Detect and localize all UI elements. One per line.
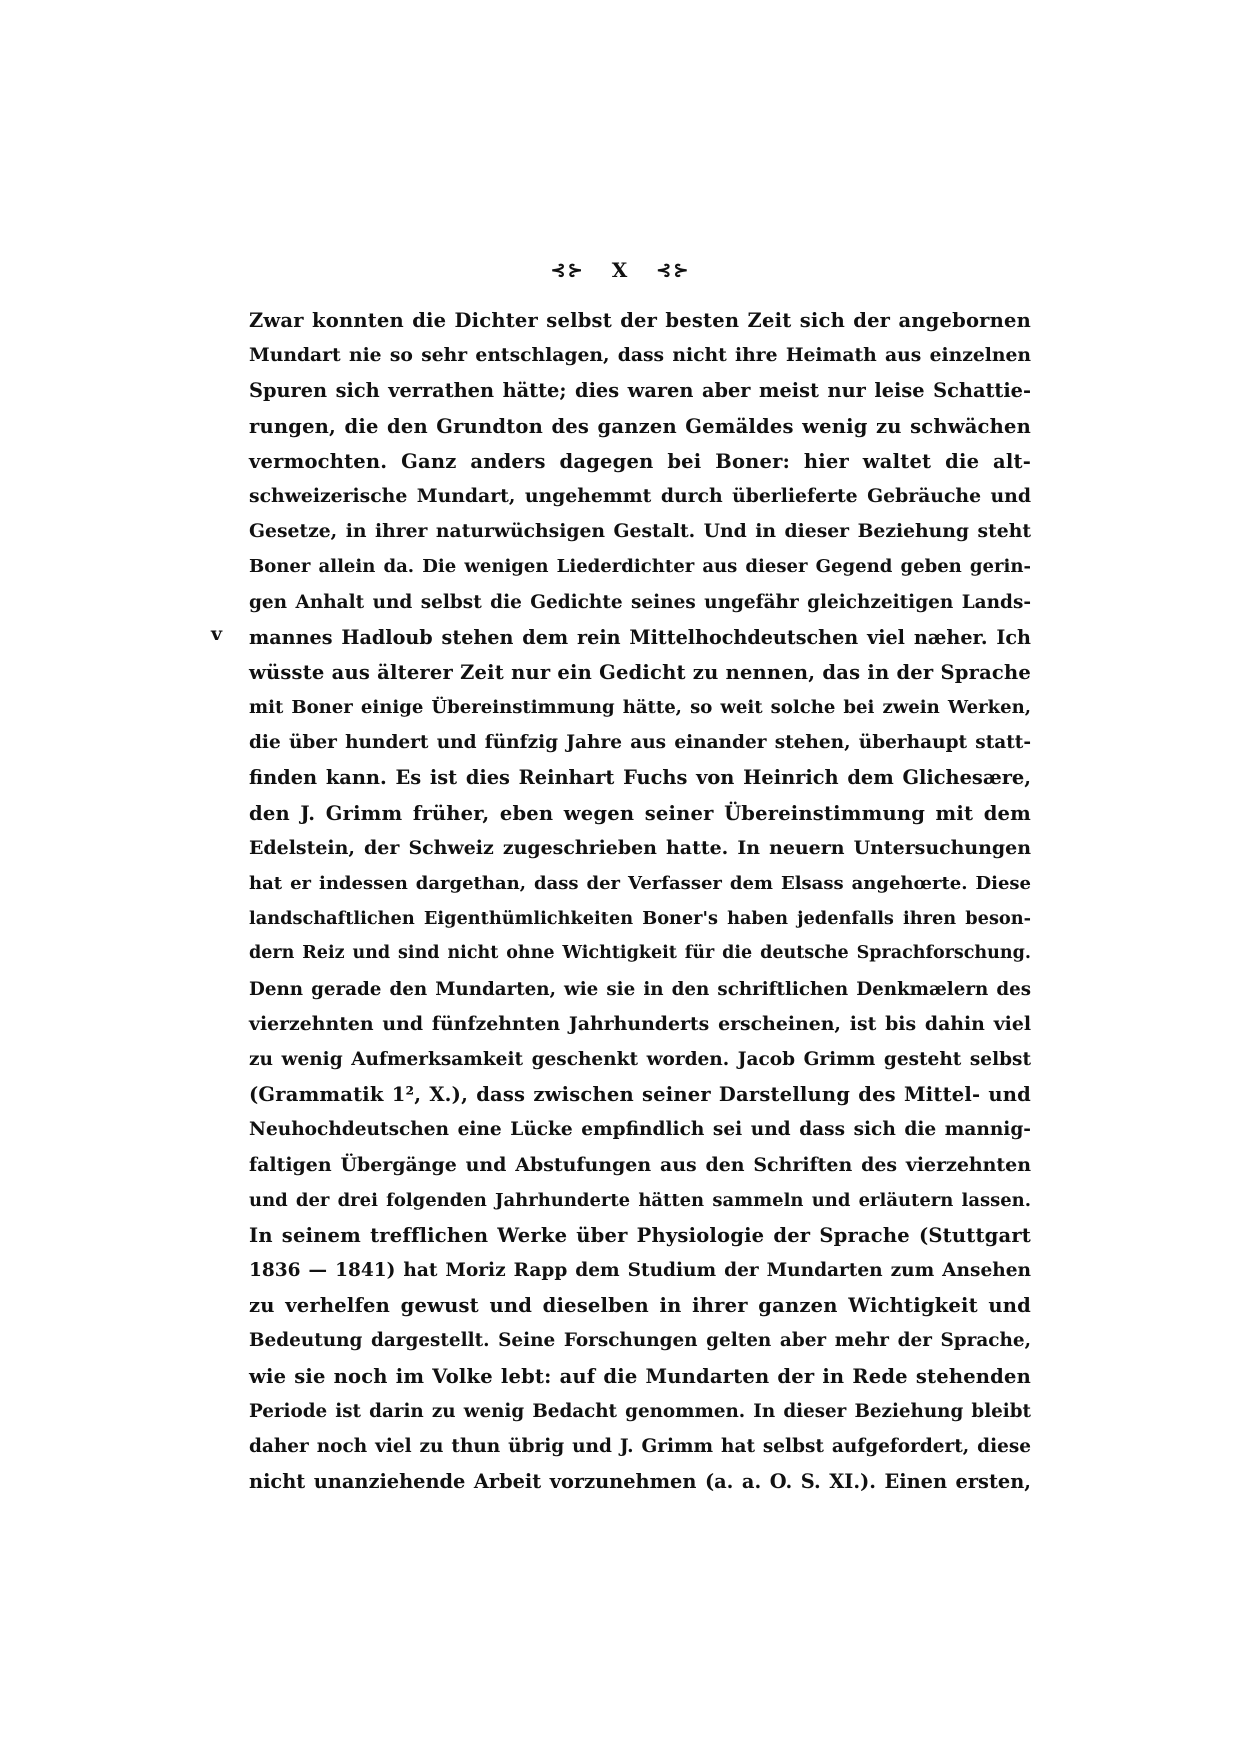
body-text — [249, 303, 1031, 1499]
text-line: finden kann. Es ist dies Reinhart Fuchs von Heinrich dem Glichesære, — [249, 766, 1031, 790]
text-line: mannes Hadloub stehen dem rein Mittelhochdeutschen viel næher. Ich — [249, 625, 1031, 649]
text-line: die über hundert und fünfzig Jahre aus einander stehen, überhaupt statt- — [249, 732, 1031, 754]
text-line: wie sie noch im Volke lebt: auf die Mundarten der in Rede stehenden — [249, 1364, 1031, 1388]
text-line: mit Boner einige Übereinstimmung hätte, so weit solche bei zwein Werken, — [249, 697, 1031, 719]
text-line: Edelstein, der Schweiz zugeschrieben hatte. In neuern Untersuchungen — [249, 836, 1031, 859]
margin-annotation: v — [211, 623, 223, 645]
text-line: zu verhelfen gewust und dieselben in ihrer ganzen Wichtigkeit und — [249, 1294, 1031, 1318]
text-line: Bedeutung dargestellt. Seine Forschungen gelten aber mehr der Sprache, — [249, 1330, 1031, 1352]
text-line: den J. Grimm früher, eben wegen seiner Übereinstimmung mit dem — [249, 801, 1031, 825]
text-line: vierzehnten und fünfzehnten Jahrhunderts erscheinen, ist bis dahin viel — [249, 1012, 1031, 1035]
text-line: daher noch viel zu thun übrig und J. Grimm hat selbst aufgefordert, diese — [249, 1436, 1031, 1457]
text-line: (Grammatik 1², X.), dass zwischen seiner Darstellung des Mittel- und — [249, 1083, 1031, 1107]
text-line: faltigen Übergänge und Abstufungen aus den Schriften des vierzehnten — [249, 1153, 1031, 1176]
text-line: dern Reiz und sind nicht ohne Wichtigkeit für die deutsche Sprachforschung. — [249, 943, 1031, 964]
text-line: Spuren sich verrathen hätte; dies waren aber meist nur leise Schattie- — [249, 379, 1031, 403]
text-line: Mundart nie so sehr entschlagen, dass nicht ihre Heimath aus einzelnen — [249, 344, 1031, 367]
text-line: zu wenig Aufmerksamkeit geschenkt worden. Jacob Grimm gesteht selbst — [249, 1048, 1031, 1070]
text-line: nicht unanziehende Arbeit vorzunehmen (a. a. O. S. XI.). Einen ersten, — [249, 1470, 1031, 1494]
text-line: Denn gerade den Mundarten, wie sie in den schriftlichen Denkmælern des — [249, 978, 1031, 1000]
text-line: vermochten. Ganz anders dagegen bei Boner: hier waltet die alt- — [249, 449, 1031, 473]
text-line: schweizerische Mundart, ungehemmt durch überlieferte Gebräuche und — [249, 484, 1031, 507]
text-line: Neuhochdeutschen eine Lücke empfindlich sei und dass sich die mannig- — [249, 1119, 1031, 1141]
text-line: Boner allein da. Die wenigen Liederdichter aus dieser Gegend geben gerin- — [249, 556, 1031, 578]
text-line: Gesetze, in ihrer naturwüchsigen Gestalt. Und in dieser Beziehung steht — [249, 520, 1031, 543]
text-line: rungen, die den Grundton des ganzen Gemäldes wenig zu schwächen — [249, 414, 1031, 438]
text-line: 1836 — 1841) hat Moriz Rapp dem Studium der Mundarten zum Ansehen — [249, 1260, 1031, 1282]
left-ornament-icon: ⊰⊱ — [550, 260, 585, 281]
text-line: wüsste aus älterer Zeit nur ein Gedicht zu nennen, das in der Sprache — [249, 660, 1031, 684]
text-line: Zwar konnten die Dichter selbst der besten Zeit sich der angebornen — [249, 309, 1031, 332]
page-number: X — [611, 258, 630, 282]
right-ornament-icon: ⊰⊱ — [656, 260, 691, 281]
page-header — [0, 258, 1241, 282]
text-line: gen Anhalt und selbst die Gedichte seines ungefähr gleichzeitigen Lands- — [249, 591, 1031, 613]
text-line: landschaftlichen Eigenthümlichkeiten Boner's haben jedenfalls ihren beson- — [249, 908, 1031, 930]
text-line: hat er indessen dargethan, dass der Verfasser dem Elsass angehœrte. Diese — [249, 873, 1031, 894]
text-line: In seinem trefflichen Werke über Physiologie der Sprache (Stuttgart — [249, 1223, 1031, 1247]
text-line: Periode ist darin zu wenig Bedacht genommen. In dieser Beziehung bleibt — [249, 1400, 1031, 1422]
text-line: und der drei folgenden Jahrhunderte hätten sammeln und erläutern lassen. — [249, 1189, 1031, 1211]
